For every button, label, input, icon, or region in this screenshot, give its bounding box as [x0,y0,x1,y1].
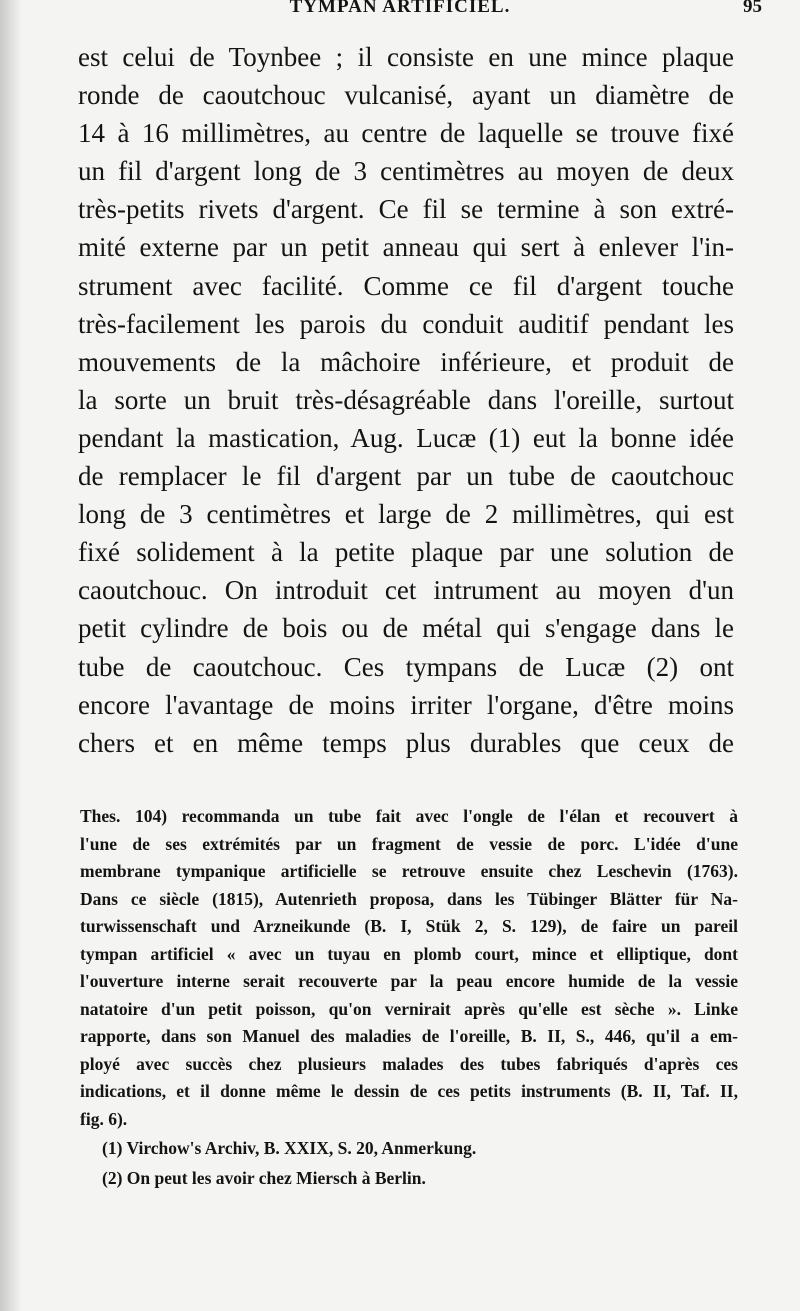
text-line: la sorte un bruit très-désagréable dans l'oreille, surtout [78,384,734,415]
note-line: l'ouverture interne serait recouverte par la peau encore humide de la vessie [80,971,738,991]
footnote-block [80,803,738,1193]
text-line: de remplacer le fil d'argent par un tube de caoutchouc [78,461,734,492]
text-line: caoutchouc. On introduit cet intrument au moyen d'un [78,575,734,606]
note-line: turwissenschaft und Arzneikunde (B. I, Stük 2, S. 129), de faire un pareil [80,916,738,936]
text-line: mouvements de la mâchoire inférieure, et produit de [78,346,734,377]
footnote-2: (2) On peut les avoir chez Miersch à Berlin. [102,1168,426,1188]
text-line: très-petits rivets d'argent. Ce fil se termine à son extré- [78,194,734,225]
page-number: 95 [743,0,762,17]
text-line: un fil d'argent long de 3 centimètres au moyen de deux [78,156,734,187]
running-title: TYMPAN ARTIFICIEL. [289,0,511,17]
text-line: très-facilement les parois du conduit auditif pendant les [78,308,734,339]
text-line: encore l'avantage de moins irriter l'organe, d'être moins [78,689,734,720]
text-line: strument avec facilité. Comme ce fil d'argent touche [78,270,734,301]
note-line: natatoire d'un petit poisson, qu'on vernirait après qu'elle est sèche ». Linke [80,998,738,1019]
note-line: indications, et il donne même le dessin de ces petits instruments (B. II, Taf. II, [80,1081,738,1101]
note-line: l'une de ses extrémités par un fragment de vessie de porc. L'idée d'une [80,833,738,854]
text-line: 14 à 16 millimètres, au centre de laquelle se trouve fixé [78,118,734,149]
note-line: Thes. 104) recommanda un tube fait avec l'ongle de l'élan et recouvert à [80,806,738,826]
note-line: Dans ce siècle (1815), Autenrieth proposa, dans les Tübinger Blätter für Na- [80,888,738,909]
page-edge-shadow [0,0,22,1311]
note-line: fig. 6). [80,1108,128,1129]
text-line: tube de caoutchouc. Ces tympans de Lucæ (2) ont [78,651,734,682]
text-line: petit cylindre de bois ou de métal qui s'engage dans le [78,613,734,644]
main-text [78,38,734,762]
footnote-1: (1) Virchow's Archiv, B. XXIX, S. 20, Anmerkung. [102,1138,477,1158]
note-line: ployé avec succès chez plusieurs malades des tubes fabriqués d'après ces [80,1053,738,1074]
text-line: long de 3 centimètres et large de 2 millimètres, qui est [78,499,734,530]
text-line: fixé solidement à la petite plaque par une solution de [78,537,734,568]
note-line: membrane tympanique artificielle se retrouve ensuite chez Leschevin (1763). [80,861,738,881]
text-line: pendant la mastication, Aug. Lucæ (1) eut la bonne idée [78,422,734,453]
text-line: mité externe par un petit anneau qui sert à enlever l'in- [78,232,734,263]
running-header [0,0,800,22]
text-line: chers et en même temps plus durables que ceux de [78,727,734,758]
note-line: rapporte, dans son Manuel des maladies de l'oreille, B. II, S., 446, qu'il a em- [80,1026,738,1046]
note-line: tympan artificiel « avec un tuyau en plomb court, mince et elliptique, dont [80,943,738,964]
text-line: est celui de Toynbee ; il consiste en une mince plaque [78,42,734,72]
text-line: ronde de caoutchouc vulcanisé, ayant un diamètre de [78,80,734,111]
